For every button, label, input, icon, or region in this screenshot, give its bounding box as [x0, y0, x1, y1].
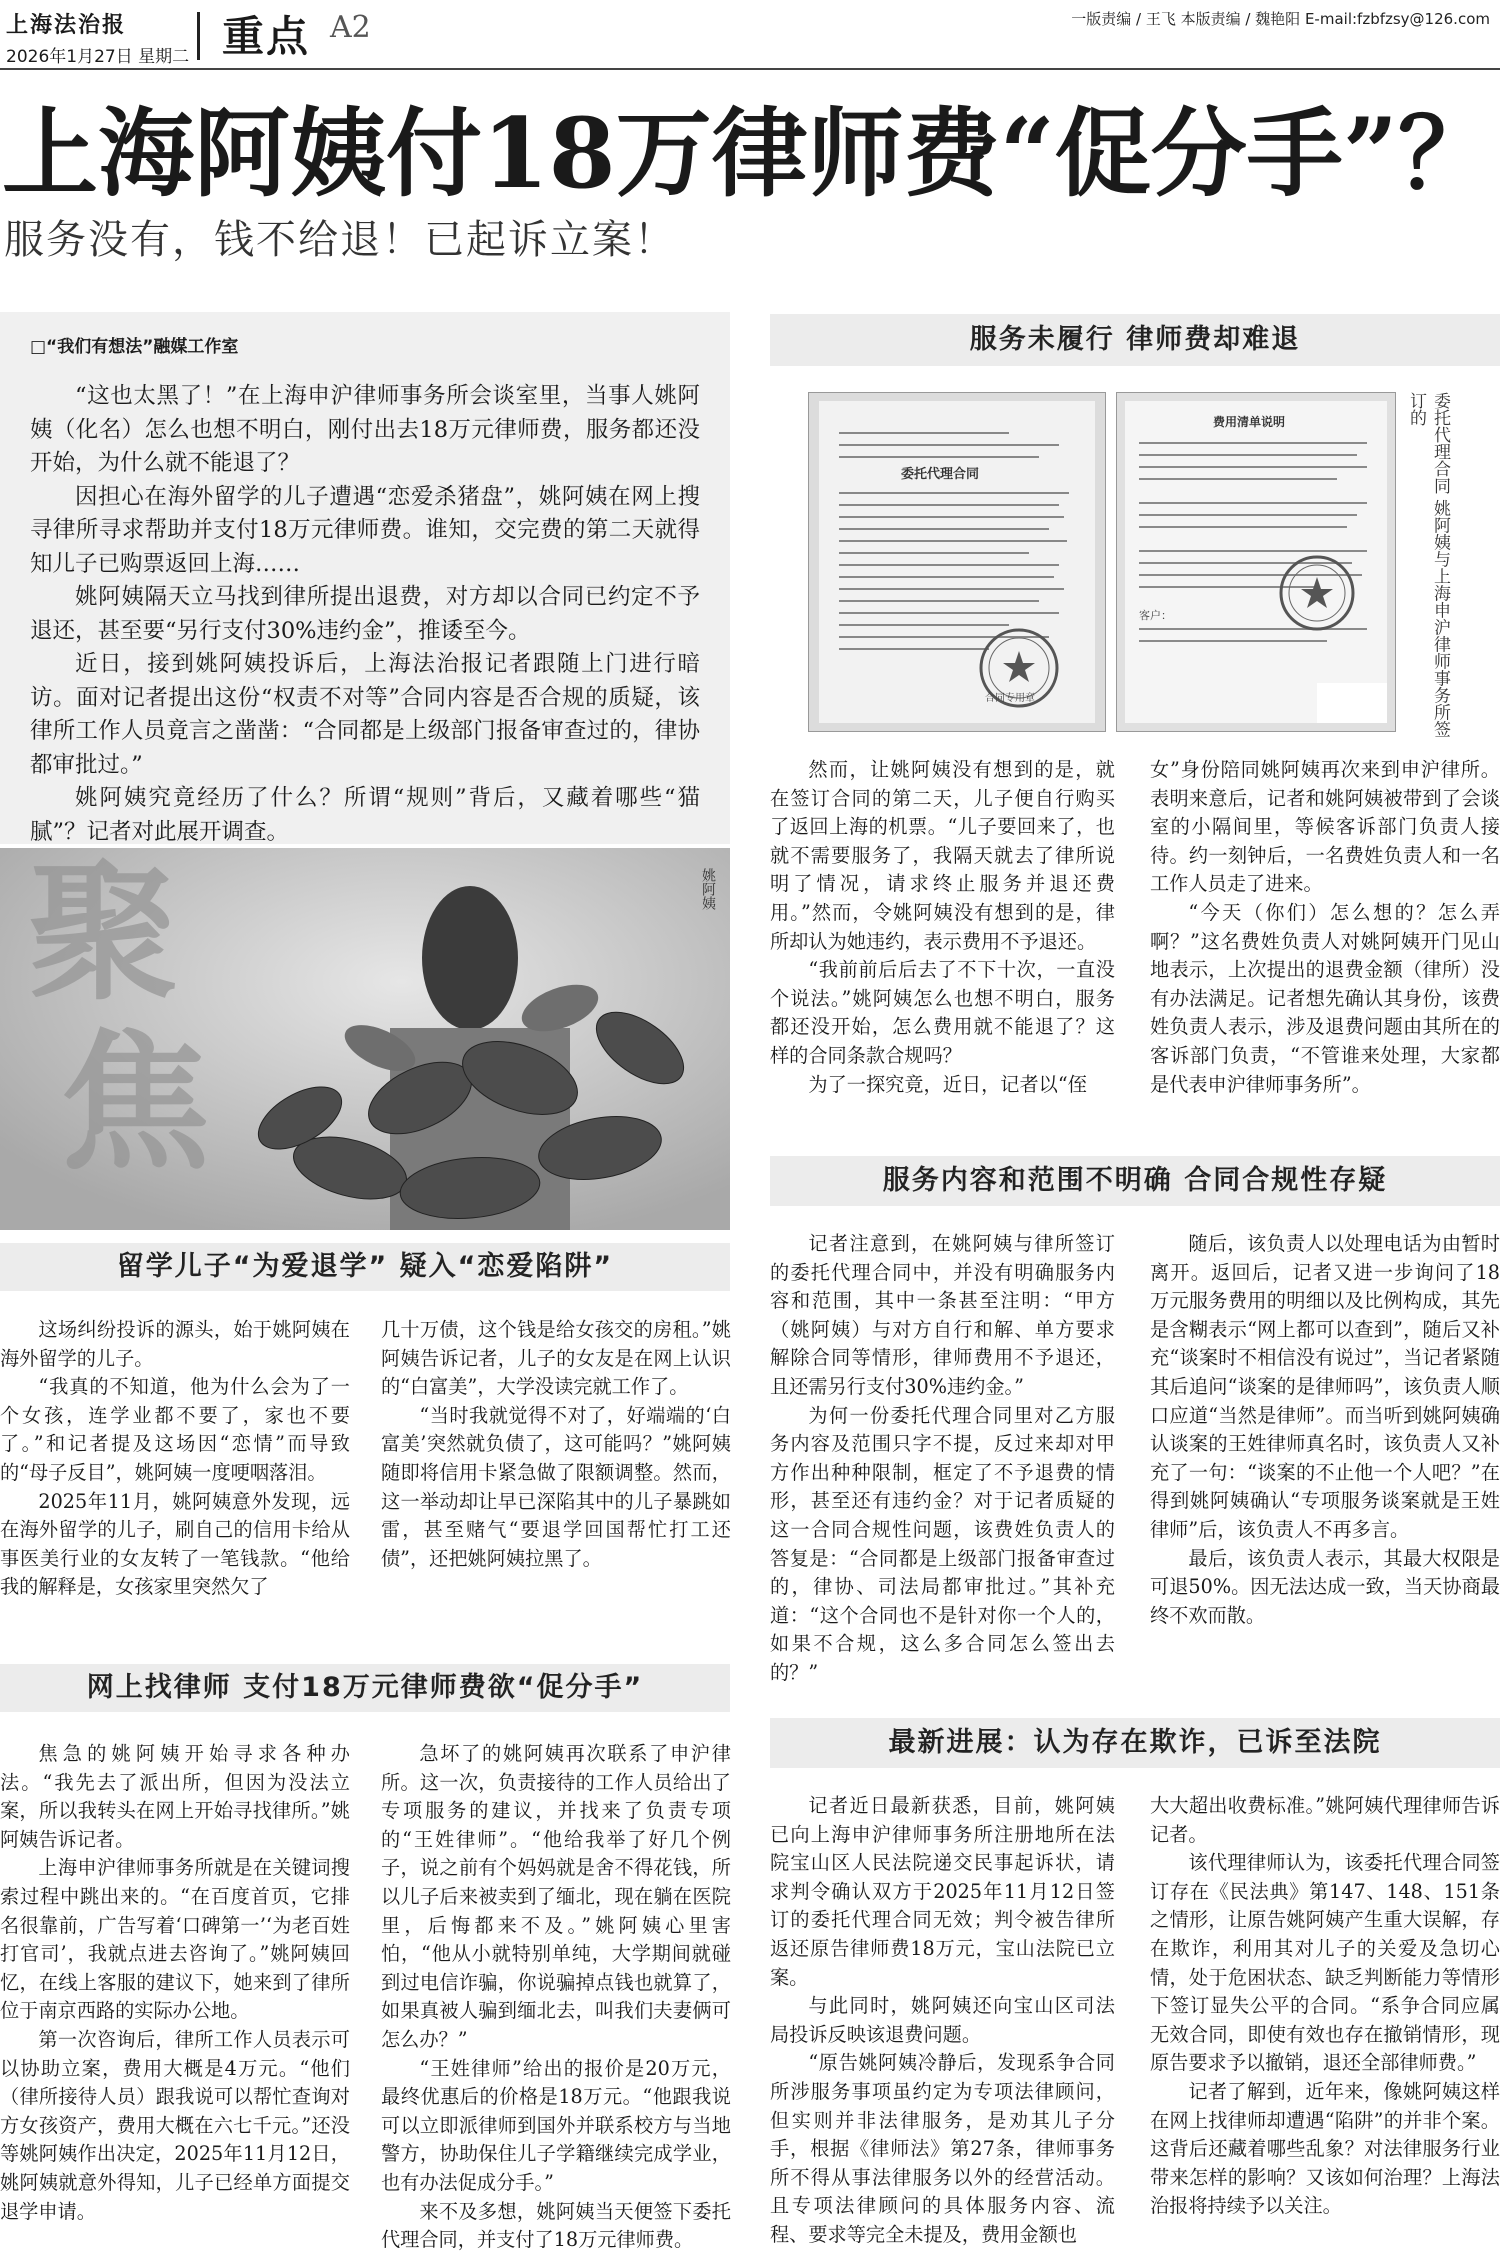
- section1-col2: [381, 1316, 731, 1573]
- section5-col1: [770, 1792, 1115, 2250]
- paragraph: “王姓律师”给出的报价是20万元，最终优惠后的价格是18万元。“他跟我说可以立即派律师到国外并联系校方与当地警方，协助保住儿子学籍继续完成学业，也有办法促成分手。”: [381, 2056, 731, 2194]
- paragraph: 大大超出收费标准。”姚阿姨代理律师告诉记者。: [1150, 1794, 1500, 1846]
- paragraph: 记者注意到，在姚阿姨与律所签订的委托代理合同中，并没有明确服务内容和范围，其中一条甚至注明：“甲方（姚阿姨）与对方自行和解、单方要求解除合同等情形，律师费用不予退还，且还需另行支付30%违约金。”: [770, 1232, 1115, 1398]
- section5-heading: 最新进展：认为存在欺诈，已诉至法院: [770, 1718, 1500, 1768]
- section1-col1: [0, 1316, 350, 1602]
- contract-photo-left: [808, 392, 1106, 732]
- contract-photo-caption: 委托代理合同 姚阿姨与上海申沪律师事务所签订的: [1406, 392, 1450, 738]
- paragraph: 然而，让姚阿姨没有想到的是，就在签订合同的第二天，儿子便自行购买了返回上海的机票。“儿子要回来了，也就不需要服务了，我隔天就去了律所说明了情况，请求终止服务并退还费用。”然而，令姚阿姨没有想到的是，律所却认为她违约，表示费用不予退还。: [770, 758, 1115, 953]
- section2-col2: [381, 1740, 731, 2255]
- paragraph: 记者了解到，近年来，像姚阿姨这样在网上找律师却遭遇“陷阱”的并非个案。这背后还藏着哪些乱象？对法律服务行业带来怎样的影响？又该如何治理？上海法治报将持续予以关注。: [1150, 2079, 1500, 2218]
- lede-paragraph: “这也太黑了！”在上海申沪律师事务所会谈室里，当事人姚阿姨（化名）怎么也想不明白，刚付出去18万元律师费，服务都还没开始，为什么就不能退了？: [30, 383, 700, 476]
- paragraph: 2025年11月，姚阿姨意外发现，远在海外留学的儿子，刷自己的信用卡给从事医美行业的女友转了一笔钱款。“他给我的解释是，女孩家里突然欠了: [0, 1489, 350, 1599]
- byline: □“我们有想法”融媒工作室: [30, 337, 239, 357]
- lede-paragraph: 姚阿姨究竟经历了什么？所谓“规则”背后，又藏着哪些“猫腻”？记者对此展开调查。: [30, 785, 700, 845]
- paragraph: 几十万债，这个钱是给女孩交的房租。”姚阿姨告诉记者，儿子的女友是在网上认识的“白富美”，大学没读完就工作了。: [381, 1318, 731, 1399]
- page-number: A2: [330, 10, 371, 45]
- section2-col1: [0, 1740, 350, 2226]
- paragraph: “我真的不知道，他为什么会为了一个女孩，连学业都不要了，家也不要了。”和记者提及这场因“恋情”而导致的“母子反目”，姚阿姨一度哽咽落泪。: [0, 1375, 350, 1484]
- paragraph: 焦急的姚阿姨开始寻求各种办法。“我先去了派出所，但因为没法立案，所以我转头在网上开始寻找律所。”姚阿姨告诉记者。: [0, 1742, 350, 1851]
- header-rule: [0, 68, 1500, 70]
- paragraph: 该代理律师认为，该委托代理合同签订存在《民法典》第147、148、151条之情形，让原告姚阿姨产生重大误解，存在欺诈，利用其对儿子的关爱及急切心情，处于危困状态、缺乏判断能力等情形下签订显失公平的合同。“系争合同应属无效合同，即使有效也存在撤销情形，现原告要求予以撤销，退还全部律师费。”: [1150, 1851, 1500, 2075]
- paragraph: “当时我就觉得不对了，好端端的‘白富美’突然就负债了，这可能吗？”姚阿姨随即将信用卡紧急做了限额调整。然而，这一举动却让早已深陷其中的儿子暴跳如雷，甚至赌气“要退学回国帮忙打工还债”，还把姚阿姨拉黑了。: [381, 1403, 731, 1570]
- fee-list-client-label: 客户：: [1139, 609, 1172, 622]
- lede-paragraph: 姚阿姨隔天立马找到律所提出退费，对方却以合同已约定不予退还，甚至要“另行支付30%违约金”，推诿至今。: [30, 584, 700, 644]
- section-name: 重点: [222, 12, 311, 61]
- section3-col2: [1150, 756, 1500, 1099]
- section3-col1: [770, 756, 1115, 1099]
- focus-char-2: 焦: [60, 1015, 211, 1191]
- paragraph: “我前前后后去了不下十次，一直没个说法。”姚阿姨怎么也想不明白，服务都还没开始，怎么费用就不能退了？这样的合同条款合规吗？: [770, 958, 1115, 1067]
- section3-heading: 服务未履行 律师费却难退: [770, 314, 1500, 366]
- focus-photo: [0, 848, 730, 1230]
- focus-char-1: 聚: [28, 848, 179, 1021]
- newspaper-logo: 上海法治报: [6, 12, 127, 38]
- paragraph: “今天（你们）怎么想的？怎么弄啊？”这名费姓负责人对姚阿姨开门见山地表示，上次提出的退费金额（律所）没有办法满足。记者想先确认其身份，该费姓负责人表示，涉及退费问题由其所在的客诉部门负责，“不管谁来处理，大家都是代表申沪律师事务所”。: [1150, 900, 1500, 1096]
- contract-heading: 委托代理合同: [901, 467, 980, 482]
- subheadline: 服务没有，钱不给退！已起诉立案！: [4, 217, 676, 263]
- section1-heading: 留学儿子“为爱退学” 疑入“恋爱陷阱”: [0, 1243, 730, 1291]
- section4-col1: [770, 1230, 1115, 1688]
- paragraph: 随后，该负责人以处理电话为由暂时离开。返回后，记者又进一步询问了18万元服务费用的明细以及比例构成，其先是含糊表示“网上都可以查到”，随后又补充“谈案时不相信没有说过”，当记者紧随其后追问“谈案的是律师吗”，该负责人顺口应道“当然是律师”。而当听到姚阿姨确认谈案的王姓律师真名时，该负责人又补充了一句：“谈案的不止他一个人吧？”在得到姚阿姨确认“专项服务谈案就是王姓律师”后，该负责人不再多言。: [1150, 1232, 1500, 1541]
- lede-text: [30, 380, 700, 849]
- paragraph: 记者近日最新获悉，目前，姚阿姨已向上海申沪律师事务所注册地所在法院宝山区人民法院递交民事起诉状，请求判令确认双方于2025年11月12日签订的委托代理合同无效；判令被告律所返还原告律师费18万元，宝山法院已立案。: [770, 1794, 1115, 1989]
- headline: 上海阿姨付18万律师费“促分手”？: [2, 97, 1495, 210]
- section4-heading: 服务内容和范围不明确 合同合规性存疑: [770, 1156, 1500, 1206]
- paragraph: 急坏了的姚阿姨再次联系了申沪律所。这一次，负责接待的工作人员给出了专项服务的建议，并找来了负责专项的“王姓律师”。“他给我举了好几个例子，说之前有个妈妈就是舍不得花钱，所以儿子后来被卖到了缅北，现在躺在医院里，后悔都来不及。”姚阿姨心里害怕，“他从小就特别单纯，大学期间就碰到过电信诈骗，你说骗掉点钱也就算了，如果真被人骗到缅北去，叫我们夫妻俩可怎么办？”: [381, 1742, 731, 2051]
- issue-date: 2026年1月27日 星期二: [6, 47, 190, 67]
- header-divider: [197, 12, 200, 60]
- fee-list-photo-right: [1116, 392, 1396, 732]
- paragraph: 来不及多想，姚阿姨当天便签下委托代理合同，并支付了18万元律师费。: [381, 2199, 731, 2252]
- contract-page-graphic: [809, 393, 1105, 731]
- paragraph: 女”身份陪同姚阿姨再次来到申沪律所。表明来意后，记者和姚阿姨被带到了会谈室的小隔间里，等候客诉部门负责人接待。约一刻钟后，一名费姓负责人和一名工作人员走了进来。: [1150, 758, 1500, 896]
- paragraph: 第一次咨询后，律所工作人员表示可以协助立案，费用大概是4万元。“他们（律所接待人员）跟我说可以帮忙查询对方女孩资产，费用大概在六七千元。”还没等姚阿姨作出决定，2025年11月12日，姚阿姨就意外得知，儿子已经单方面提交退学申请。: [0, 2027, 350, 2223]
- lede-paragraph: 近日，接到姚阿姨投诉后，上海法治报记者跟随上门进行暗访。面对记者提出这份“权责不对等”合同内容是否合规的质疑，该律所工作人员竟言之凿凿：“合同都是上级部门报备审查过的，律协都审批过。”: [30, 651, 700, 778]
- lede-paragraph: 因担心在海外留学的儿子遭遇“恋爱杀猪盘”，姚阿姨在网上搜寻律所寻求帮助并支付18万元律师费。谁知，交完费的第二天就得知儿子已购票返回上海……: [30, 483, 700, 577]
- contract-stamp-text: 合同专用章: [985, 693, 1035, 704]
- fee-list-page-graphic: [1117, 393, 1395, 731]
- section4-col2: [1150, 1230, 1500, 1630]
- editors-line: 一版责编 / 王飞 本版责编 / 魏艳阳 E-mail:fzbfzsy@126.com: [1071, 10, 1490, 28]
- paragraph: 为何一份委托代理合同里对乙方服务内容及范围只字不提，反过来却对甲方作出种种限制，框定了不予退费的情形，甚至还有违约金？对于记者质疑的这一合同合规性问题，该费姓负责人的答复是：“合同都是上级部门报备审查过的，律协、司法局都审批过。”其补充道：“这个合同也不是针对你一个人的，如果不合规，这么多合同怎么签出去的？”: [770, 1403, 1115, 1684]
- section2-heading: 网上找律师 支付18万元律师费欲“促分手”: [0, 1664, 730, 1712]
- paragraph: 上海申沪律师事务所就是在关键词搜索过程中跳出来的。“在百度首页，它排名很靠前，广告写着‘口碑第一’‘为老百姓打官司’，我就点进去咨询了。”姚阿姨回忆，在线上客服的建议下，她来到了律所位于南京西路的实际办公地。: [0, 1856, 350, 2023]
- paragraph: “原告姚阿姨冷静后，发现系争合同所涉服务事项虽约定为专项法律顾问，但实则并非法律服务，是劝其儿子分手，根据《律师法》第27条，律师事务所不得从事法律服务以外的经营活动。且专项法律顾问的具体服务内容、流程、要求等完全未提及，费用金额也: [770, 2051, 1115, 2246]
- section5-col2: [1150, 1792, 1500, 2221]
- paragraph: 最后，该负责人表示，其最大权限是可退50%。因无法达成一致，当天协商最终不欢而散。: [1150, 1546, 1500, 1627]
- paragraph: 与此同时，姚阿姨还向宝山区司法局投诉反映该退费问题。: [770, 1994, 1115, 2046]
- paragraph: 这场纠纷投诉的源头，始于姚阿姨在海外留学的儿子。: [0, 1318, 350, 1370]
- paragraph: 为了一探究竟，近日，记者以“侄: [808, 1072, 1087, 1096]
- focus-photo-caption: 姚阿姨: [700, 868, 716, 910]
- fee-list-heading: 费用清单说明: [1213, 415, 1286, 429]
